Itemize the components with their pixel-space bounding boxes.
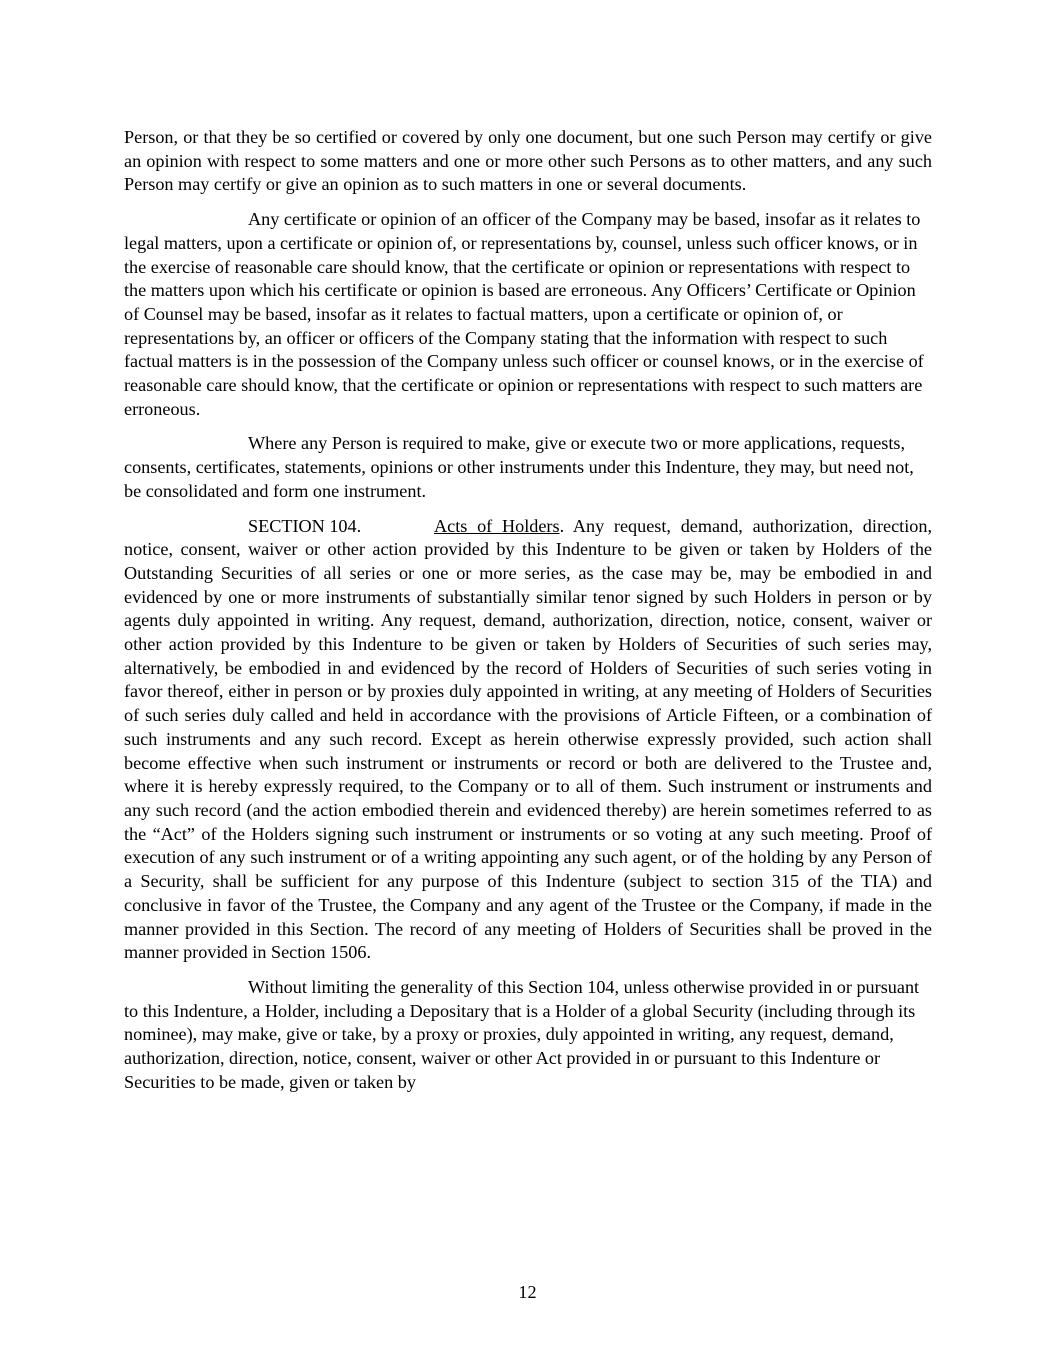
paragraph-continued: Person, or that they be so certified or covered by only one document, but one such Person may certify or give an opinion with respect to some matters and one or more other such Persons as to other matters, and any such Person may certify or give an opinion as to such matters in one or several documents. xyxy=(124,127,932,195)
document-page xyxy=(124,126,932,1105)
section-heading: Acts of Holders xyxy=(434,515,560,536)
section-104-paragraph xyxy=(124,515,932,965)
section-body: . Any request, demand, authorization, direction, notice, consent, waiver or other action provided by this Indenture to be given or taken by Holders of the Outstanding Securities of all series or one or more series, as the case may be, may be embodied in and evidenced by one or more instruments of substantially similar tenor signed by such Holders in person or by agents duly appointed in writing. Any request, demand, authorization, direction, notice, consent, waiver or other action provided by this Indenture to be given or taken by Holders of Securities of such series may, alternatively, be embodied in and evidenced by the record of Holders of Securities of such series voting in favor thereof, either in person or by proxies duly appointed in writing, at any meeting of Holders of Securities of such series duly called and held in accordance with the provisions of Article Fifteen, or a combination of such instruments and any such record. Except as herein otherwise expressly provided, such action shall become effective when such instrument or instruments or record or both are delivered to the Trustee and, where it is hereby expressly required, to the Company or to all of them. Such instrument or instruments and any such record (and the action embodied therein and evidenced thereby) are herein sometimes referred to as the “Act” of the Holders signing such instrument or instruments or so voting at any such meeting. Proof of execution of any such instrument or of a writing appointing any such agent, or of the holding by any Person of a Security, shall be sufficient for any purpose of this Indenture (subject to section 315 of the TIA) and conclusive in favor of the Trustee, the Company and any agent of the Trustee or the Company, if made in the manner provided in this Section. The record of any meeting of Holders of Securities shall be proved in the manner provided in Section 1506. xyxy=(124,515,932,963)
paragraph-proxy-holder: Without limiting the generality of this Section 104, unless otherwise provided in or pursuant to this Indenture, a Holder, including a Depositary that is a Holder of a global Security (including through its nominee), may make, give or take, by a proxy or proxies, duly appointed in writing, any request, demand, authorization, direction, notice, consent, waiver or other Act provided in or pursuant to this Indenture or Securities to be made, given or taken by xyxy=(124,976,920,1092)
section-number: SECTION 104. xyxy=(248,515,362,536)
paragraph-multiple-instruments: Where any Person is required to make, give or execute two or more applications, requests, consents, certificates, statements, opinions or other instruments under this Indenture, they may, but need not, be consolidated and form one instrument. xyxy=(124,433,914,501)
page-number: 12 xyxy=(518,1282,537,1302)
paragraph-certificate-opinion: Any certificate or opinion of an officer of the Company may be based, insofar as it relates to legal matters, upon a certificate or opinion of, or representations by, counsel, unless such officer knows, or in the exercise of reasonable care should know, that the certificate or opinion or representations with respect to the matters upon which his certificate or opinion is based are erroneous. Any Officers’ Certificate or Opinion of Counsel may be based, insofar as it relates to factual matters, upon a certificate or opinion of, or representations by, an officer or officers of the Company stating that the information with respect to such factual matters is in the possession of the Company unless such officer or counsel knows, or in the exercise of reasonable care should know, that the certificate or opinion or representations with respect to such matters are erroneous. xyxy=(124,209,924,419)
